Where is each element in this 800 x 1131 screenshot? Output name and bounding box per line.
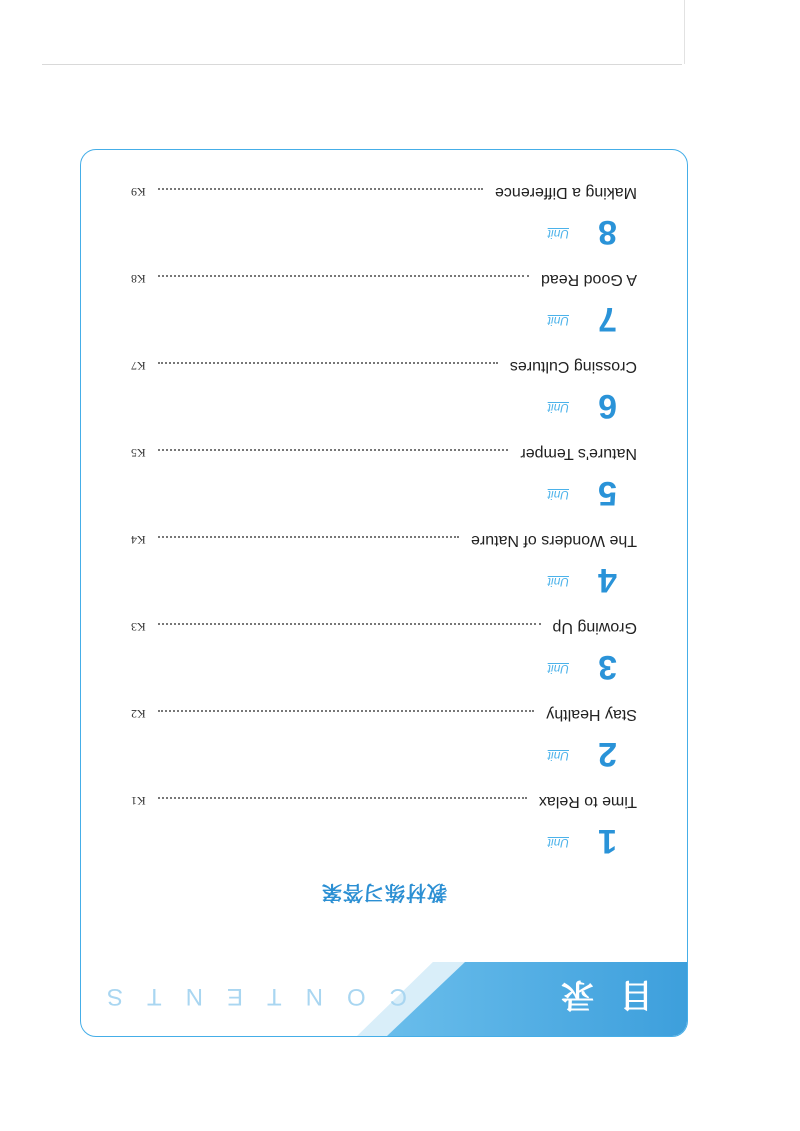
dot-leader: [158, 710, 535, 713]
unit-number: 2: [598, 735, 617, 773]
unit-number: 8: [598, 213, 617, 251]
page-ref: K4: [131, 533, 146, 547]
unit-label: Unit: [547, 314, 569, 328]
entry-row: [131, 183, 637, 201]
unit-number: 1: [598, 822, 617, 860]
unit-number: 7: [598, 300, 617, 338]
unit-number: 5: [598, 474, 617, 512]
entry-row: [131, 270, 637, 288]
contents-subtitle: CONTENTS: [83, 983, 407, 1010]
page-ref: K9: [131, 185, 146, 199]
dot-leader: [158, 188, 483, 191]
entry-title[interactable]: Nature's Temper: [520, 445, 637, 462]
page-ref: K5: [131, 446, 146, 460]
unit-label: Unit: [547, 227, 569, 241]
unit-label: Unit: [547, 662, 569, 676]
entry-title[interactable]: Time to Relax: [538, 793, 637, 810]
dot-leader: [158, 449, 509, 452]
entry-title[interactable]: Stay Healthy: [546, 706, 637, 723]
entry-title[interactable]: Crossing Cultures: [509, 358, 637, 375]
contents-card: [80, 149, 688, 1037]
dot-leader: [158, 536, 459, 539]
entry-row: [131, 444, 637, 462]
entry-title[interactable]: The Wonders of Nature: [470, 532, 637, 549]
section-title: 教材练习答案: [321, 881, 447, 905]
page-ref: K1: [131, 794, 146, 808]
page-ref: K3: [131, 620, 146, 634]
entry-row: [131, 618, 637, 636]
unit-label: Unit: [547, 401, 569, 415]
toc-title: 目录: [535, 976, 653, 1015]
toc-entry-4[interactable]: [131, 529, 637, 597]
toc-entry-8[interactable]: [131, 181, 637, 249]
unit-label: Unit: [547, 488, 569, 502]
unit-label: Unit: [547, 575, 569, 589]
dot-leader: [158, 275, 529, 278]
unit-number: 6: [598, 387, 617, 425]
entry-row: [131, 792, 637, 810]
unit-label: Unit: [547, 836, 569, 850]
dot-leader: [158, 623, 541, 626]
page-ref: K8: [131, 272, 146, 286]
toc-entry-7[interactable]: [131, 268, 637, 336]
entry-title[interactable]: A Good Read: [540, 271, 637, 288]
entry-title[interactable]: Making a Difference: [495, 184, 637, 201]
toc-entry-1[interactable]: [131, 790, 637, 858]
toc-entry-2[interactable]: [131, 703, 637, 771]
dot-leader: [158, 362, 498, 365]
toc-entry-5[interactable]: [131, 442, 637, 510]
entry-row: [131, 531, 637, 549]
toc-entry-3[interactable]: [131, 616, 637, 684]
entry-title[interactable]: Growing Up: [552, 619, 637, 636]
unit-label: Unit: [547, 749, 569, 763]
toc-entry-6[interactable]: [131, 355, 637, 423]
unit-number: 4: [598, 561, 617, 599]
dot-leader: [158, 797, 527, 800]
unit-number: 3: [598, 648, 617, 686]
entry-row: [131, 705, 637, 723]
page-ref: K7: [131, 359, 146, 373]
page-ref: K2: [131, 707, 146, 721]
entry-row: [131, 357, 637, 375]
